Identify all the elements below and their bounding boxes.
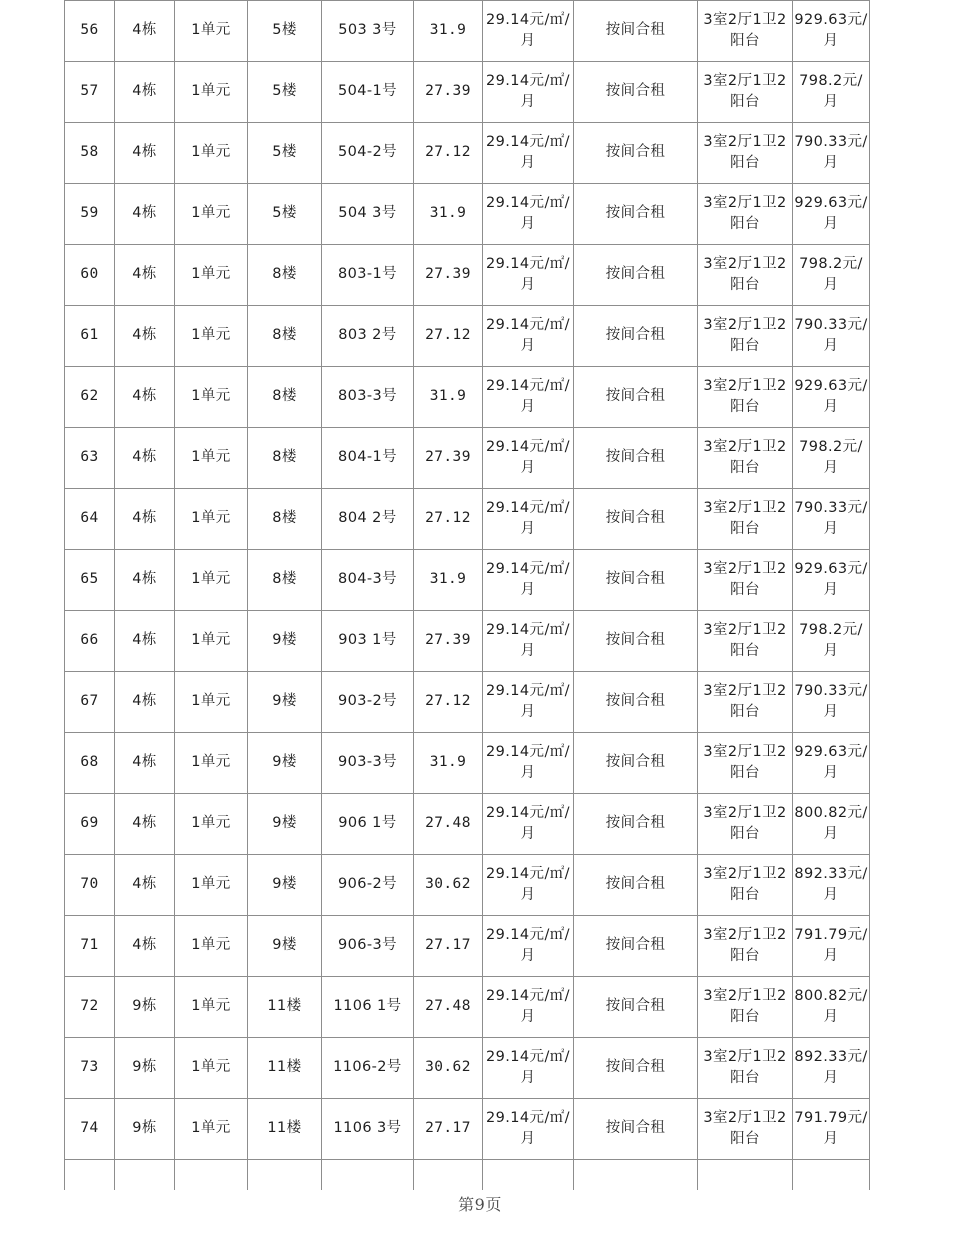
cell-index: 73 — [65, 1038, 115, 1099]
cell-index: 63 — [65, 428, 115, 489]
cell-mode: 按间合租 — [574, 916, 698, 977]
cell-area: 27.12 — [414, 672, 483, 733]
cell-rent: 798.2元/月 — [793, 62, 870, 123]
table-row — [65, 1038, 870, 1099]
cell-unit: 1单元 — [175, 611, 248, 672]
cell-room: 903-2号 — [322, 672, 414, 733]
cell-floor: 8楼 — [248, 245, 322, 306]
cell-mode: 按间合租 — [574, 245, 698, 306]
cell-room: 906-2号 — [322, 855, 414, 916]
table-row — [65, 1099, 870, 1160]
cell-empty — [115, 1160, 175, 1191]
table-row — [65, 916, 870, 977]
cell-price: 29.14元/㎡/月 — [483, 245, 574, 306]
cell-area: 27.48 — [414, 794, 483, 855]
cell-layout: 3室2厅1卫2阳台 — [698, 123, 793, 184]
cell-empty — [414, 1160, 483, 1191]
table-row — [65, 611, 870, 672]
cell-floor: 11楼 — [248, 1099, 322, 1160]
cell-building: 4栋 — [115, 62, 175, 123]
cell-room: 503 3号 — [322, 1, 414, 62]
cell-mode: 按间合租 — [574, 733, 698, 794]
cell-area: 31.9 — [414, 550, 483, 611]
cell-floor: 8楼 — [248, 550, 322, 611]
cell-index: 70 — [65, 855, 115, 916]
cell-mode: 按间合租 — [574, 1038, 698, 1099]
cell-layout: 3室2厅1卫2阳台 — [698, 1, 793, 62]
cell-index: 71 — [65, 916, 115, 977]
cell-building: 4栋 — [115, 245, 175, 306]
page-number-footer: 第9页 — [458, 1195, 502, 1214]
cell-building: 4栋 — [115, 1, 175, 62]
table-row — [65, 62, 870, 123]
cell-layout: 3室2厅1卫2阳台 — [698, 733, 793, 794]
table-row — [65, 733, 870, 794]
table-row — [65, 1, 870, 62]
cell-index: 65 — [65, 550, 115, 611]
cell-layout: 3室2厅1卫2阳台 — [698, 550, 793, 611]
table-row — [65, 367, 870, 428]
cell-price: 29.14元/㎡/月 — [483, 428, 574, 489]
cell-unit: 1单元 — [175, 1099, 248, 1160]
cell-room: 903 1号 — [322, 611, 414, 672]
cell-building: 4栋 — [115, 428, 175, 489]
cell-room: 803 2号 — [322, 306, 414, 367]
table-row — [65, 794, 870, 855]
cell-floor: 9楼 — [248, 855, 322, 916]
cell-unit: 1单元 — [175, 672, 248, 733]
cell-layout: 3室2厅1卫2阳台 — [698, 672, 793, 733]
table-row — [65, 855, 870, 916]
cell-empty — [175, 1160, 248, 1191]
cell-layout: 3室2厅1卫2阳台 — [698, 1099, 793, 1160]
cell-mode: 按间合租 — [574, 855, 698, 916]
cell-unit: 1单元 — [175, 489, 248, 550]
cell-price: 29.14元/㎡/月 — [483, 489, 574, 550]
cell-empty — [248, 1160, 322, 1191]
cell-room: 504-1号 — [322, 62, 414, 123]
cell-price: 29.14元/㎡/月 — [483, 611, 574, 672]
rent-table-body — [65, 1, 870, 1191]
cell-mode: 按间合租 — [574, 184, 698, 245]
table-row — [65, 428, 870, 489]
cell-building: 4栋 — [115, 916, 175, 977]
cell-rent: 929.63元/月 — [793, 550, 870, 611]
cell-layout: 3室2厅1卫2阳台 — [698, 489, 793, 550]
cell-price: 29.14元/㎡/月 — [483, 733, 574, 794]
cell-area: 27.39 — [414, 428, 483, 489]
cell-unit: 1单元 — [175, 1038, 248, 1099]
cell-room: 1106-2号 — [322, 1038, 414, 1099]
cell-price: 29.14元/㎡/月 — [483, 184, 574, 245]
cell-mode: 按间合租 — [574, 306, 698, 367]
cell-mode: 按间合租 — [574, 611, 698, 672]
cell-price: 29.14元/㎡/月 — [483, 1038, 574, 1099]
cell-room: 906 1号 — [322, 794, 414, 855]
cell-floor: 9楼 — [248, 733, 322, 794]
cell-unit: 1单元 — [175, 184, 248, 245]
cell-layout: 3室2厅1卫2阳台 — [698, 245, 793, 306]
cell-room: 803-1号 — [322, 245, 414, 306]
cell-index: 57 — [65, 62, 115, 123]
cell-unit: 1单元 — [175, 733, 248, 794]
cell-area: 27.39 — [414, 245, 483, 306]
cell-rent: 800.82元/月 — [793, 977, 870, 1038]
cell-area: 31.9 — [414, 1, 483, 62]
cell-floor: 8楼 — [248, 306, 322, 367]
cell-price: 29.14元/㎡/月 — [483, 916, 574, 977]
cell-mode: 按间合租 — [574, 123, 698, 184]
cell-index: 69 — [65, 794, 115, 855]
cell-floor: 5楼 — [248, 62, 322, 123]
cell-area: 31.9 — [414, 733, 483, 794]
cell-layout: 3室2厅1卫2阳台 — [698, 306, 793, 367]
cell-building: 4栋 — [115, 733, 175, 794]
cell-area: 27.48 — [414, 977, 483, 1038]
cell-room: 504 3号 — [322, 184, 414, 245]
cell-area: 27.12 — [414, 123, 483, 184]
cell-unit: 1单元 — [175, 1, 248, 62]
cell-rent: 929.63元/月 — [793, 367, 870, 428]
cell-unit: 1单元 — [175, 794, 248, 855]
cell-layout: 3室2厅1卫2阳台 — [698, 794, 793, 855]
cell-room: 804-1号 — [322, 428, 414, 489]
cell-layout: 3室2厅1卫2阳台 — [698, 428, 793, 489]
cell-index: 74 — [65, 1099, 115, 1160]
cell-unit: 1单元 — [175, 62, 248, 123]
cell-area: 27.12 — [414, 489, 483, 550]
cell-building: 9栋 — [115, 977, 175, 1038]
cell-building: 4栋 — [115, 367, 175, 428]
cell-index: 66 — [65, 611, 115, 672]
cell-mode: 按间合租 — [574, 1099, 698, 1160]
cell-index: 62 — [65, 367, 115, 428]
table-row — [65, 489, 870, 550]
cell-rent: 798.2元/月 — [793, 245, 870, 306]
cell-index: 60 — [65, 245, 115, 306]
cell-building: 4栋 — [115, 306, 175, 367]
cell-unit: 1单元 — [175, 306, 248, 367]
cell-index: 56 — [65, 1, 115, 62]
cell-mode: 按间合租 — [574, 62, 698, 123]
cell-area: 27.17 — [414, 1099, 483, 1160]
cell-price: 29.14元/㎡/月 — [483, 62, 574, 123]
cell-room: 804-3号 — [322, 550, 414, 611]
cell-layout: 3室2厅1卫2阳台 — [698, 62, 793, 123]
cell-unit: 1单元 — [175, 855, 248, 916]
cell-unit: 1单元 — [175, 367, 248, 428]
cell-floor: 8楼 — [248, 428, 322, 489]
cell-floor: 9楼 — [248, 672, 322, 733]
table-row-partial — [65, 1160, 870, 1191]
cell-mode: 按间合租 — [574, 489, 698, 550]
cell-mode: 按间合租 — [574, 977, 698, 1038]
cell-empty — [793, 1160, 870, 1191]
cell-price: 29.14元/㎡/月 — [483, 1, 574, 62]
cell-room: 1106 3号 — [322, 1099, 414, 1160]
cell-area: 27.39 — [414, 611, 483, 672]
rent-table — [64, 0, 870, 1190]
table-row — [65, 672, 870, 733]
cell-building: 4栋 — [115, 184, 175, 245]
cell-room: 803-3号 — [322, 367, 414, 428]
cell-index: 72 — [65, 977, 115, 1038]
cell-price: 29.14元/㎡/月 — [483, 550, 574, 611]
cell-layout: 3室2厅1卫2阳台 — [698, 855, 793, 916]
cell-rent: 790.33元/月 — [793, 489, 870, 550]
cell-unit: 1单元 — [175, 550, 248, 611]
cell-area: 30.62 — [414, 855, 483, 916]
cell-layout: 3室2厅1卫2阳台 — [698, 916, 793, 977]
cell-price: 29.14元/㎡/月 — [483, 1099, 574, 1160]
cell-mode: 按间合租 — [574, 794, 698, 855]
cell-mode: 按间合租 — [574, 672, 698, 733]
cell-price: 29.14元/㎡/月 — [483, 306, 574, 367]
cell-rent: 929.63元/月 — [793, 184, 870, 245]
cell-floor: 5楼 — [248, 123, 322, 184]
table-row — [65, 184, 870, 245]
table-row — [65, 977, 870, 1038]
cell-layout: 3室2厅1卫2阳台 — [698, 184, 793, 245]
cell-rent: 790.33元/月 — [793, 123, 870, 184]
cell-floor: 5楼 — [248, 184, 322, 245]
cell-price: 29.14元/㎡/月 — [483, 794, 574, 855]
cell-area: 31.9 — [414, 184, 483, 245]
table-row — [65, 245, 870, 306]
cell-floor: 8楼 — [248, 367, 322, 428]
cell-floor: 8楼 — [248, 489, 322, 550]
cell-area: 30.62 — [414, 1038, 483, 1099]
cell-rent: 800.82元/月 — [793, 794, 870, 855]
cell-rent: 798.2元/月 — [793, 428, 870, 489]
cell-floor: 9楼 — [248, 794, 322, 855]
cell-empty — [65, 1160, 115, 1191]
cell-empty — [483, 1160, 574, 1191]
cell-mode: 按间合租 — [574, 428, 698, 489]
cell-building: 4栋 — [115, 794, 175, 855]
cell-floor: 11楼 — [248, 977, 322, 1038]
cell-building: 4栋 — [115, 550, 175, 611]
cell-area: 27.12 — [414, 306, 483, 367]
cell-price: 29.14元/㎡/月 — [483, 367, 574, 428]
cell-index: 61 — [65, 306, 115, 367]
cell-area: 31.9 — [414, 367, 483, 428]
cell-room: 804 2号 — [322, 489, 414, 550]
cell-price: 29.14元/㎡/月 — [483, 977, 574, 1038]
cell-price: 29.14元/㎡/月 — [483, 855, 574, 916]
cell-index: 67 — [65, 672, 115, 733]
cell-index: 58 — [65, 123, 115, 184]
cell-empty — [574, 1160, 698, 1191]
cell-floor: 9楼 — [248, 916, 322, 977]
cell-layout: 3室2厅1卫2阳台 — [698, 977, 793, 1038]
cell-building: 4栋 — [115, 855, 175, 916]
cell-floor: 9楼 — [248, 611, 322, 672]
table-row — [65, 550, 870, 611]
cell-unit: 1单元 — [175, 977, 248, 1038]
cell-mode: 按间合租 — [574, 367, 698, 428]
cell-rent: 791.79元/月 — [793, 916, 870, 977]
cell-building: 4栋 — [115, 123, 175, 184]
cell-room: 903-3号 — [322, 733, 414, 794]
cell-building: 4栋 — [115, 672, 175, 733]
cell-floor: 11楼 — [248, 1038, 322, 1099]
cell-rent: 790.33元/月 — [793, 306, 870, 367]
cell-building: 9栋 — [115, 1099, 175, 1160]
rent-table-container — [64, 0, 869, 1190]
cell-rent: 929.63元/月 — [793, 1, 870, 62]
cell-room: 504-2号 — [322, 123, 414, 184]
cell-empty — [322, 1160, 414, 1191]
cell-floor: 5楼 — [248, 1, 322, 62]
cell-rent: 798.2元/月 — [793, 611, 870, 672]
cell-mode: 按间合租 — [574, 1, 698, 62]
cell-unit: 1单元 — [175, 245, 248, 306]
cell-layout: 3室2厅1卫2阳台 — [698, 367, 793, 428]
cell-building: 9栋 — [115, 1038, 175, 1099]
cell-unit: 1单元 — [175, 123, 248, 184]
cell-empty — [698, 1160, 793, 1191]
cell-room: 906-3号 — [322, 916, 414, 977]
cell-room: 1106 1号 — [322, 977, 414, 1038]
cell-rent: 892.33元/月 — [793, 855, 870, 916]
cell-price: 29.14元/㎡/月 — [483, 672, 574, 733]
cell-building: 4栋 — [115, 489, 175, 550]
cell-rent: 790.33元/月 — [793, 672, 870, 733]
cell-index: 59 — [65, 184, 115, 245]
cell-unit: 1单元 — [175, 916, 248, 977]
cell-index: 64 — [65, 489, 115, 550]
cell-rent: 892.33元/月 — [793, 1038, 870, 1099]
cell-rent: 791.79元/月 — [793, 1099, 870, 1160]
cell-price: 29.14元/㎡/月 — [483, 123, 574, 184]
table-row — [65, 306, 870, 367]
table-row — [65, 123, 870, 184]
cell-index: 68 — [65, 733, 115, 794]
cell-mode: 按间合租 — [574, 550, 698, 611]
cell-area: 27.39 — [414, 62, 483, 123]
cell-unit: 1单元 — [175, 428, 248, 489]
cell-layout: 3室2厅1卫2阳台 — [698, 611, 793, 672]
cell-rent: 929.63元/月 — [793, 733, 870, 794]
cell-building: 4栋 — [115, 611, 175, 672]
cell-layout: 3室2厅1卫2阳台 — [698, 1038, 793, 1099]
cell-area: 27.17 — [414, 916, 483, 977]
